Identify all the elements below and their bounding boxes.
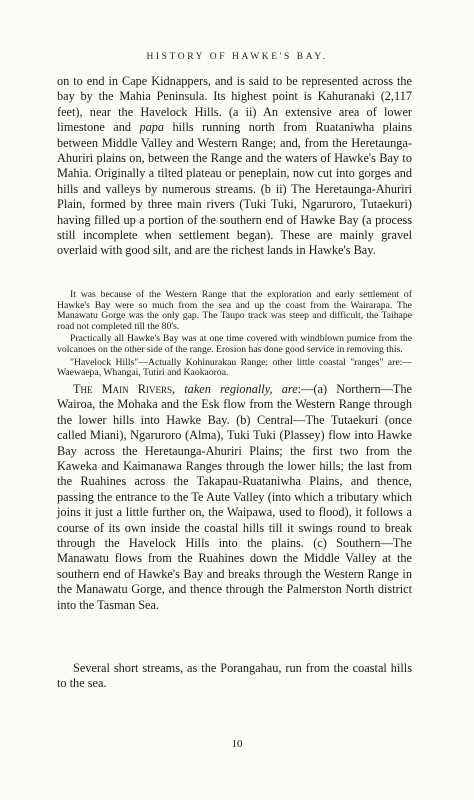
paragraph-text-part-2: hills running north from Ruataniwha plains between Middle Valley and Western Range; and, from the Heretaunga-Ahuriri plains on, between the Range and the waters of Hawke's Bay to Mahia. Originally a tilted plateau or peneplain, now cut into gorges and hills and valleys by numerous streams. (b ii) The Heretaunga-Ahuriri Plain, formed by three main rivers (Tuki Tuki, Ngaruroro, Tutaekuri) having filled up a portion of the southern end of Hawke Bay (a process still incomplete when settlement began). These are mainly gravel overlaid with good silt, and are the richest lands in Hawke's Bay. <box>57 120 413 258</box>
small-print-notes <box>57 290 412 381</box>
body-paragraph-streams <box>57 661 412 692</box>
rivers-text <box>57 382 412 613</box>
body-paragraph-rivers <box>57 382 412 613</box>
page-number: 10 <box>231 738 243 750</box>
paragraph-text <box>57 74 412 259</box>
body-paragraph-geology <box>57 74 412 259</box>
paragraph-text-part-1: on to end in Cape Kidnappers, and is said to be represented across the bay by the Mahia Peninsula. Its highest point is Kahuranaki (2,117 feet), near the Havelock Hills. (a ii) An extensive area of lower limestone and <box>57 74 412 135</box>
note-pumice: Practically all Hawke's Bay was at one time covered with windblown pumice from the volcanoes on the other side of the range. Erosion has done good service in removing this. <box>57 333 412 355</box>
rivers-heading: The Main Rivers, <box>73 382 176 396</box>
note-western-range: It was because of the Western Range that the exploration and early settlement of Hawke's Bay were so much from the sea and up the coast from the Wairarapa. The Manawatu Gorge was the only gap. The Taupo track was steep and difficult, the Taihape road not completed till the 80's. <box>57 289 412 332</box>
rivers-heading-italic: taken regionally, are <box>184 382 298 396</box>
streams-text: Several short streams, as the Porangahau, run from the coastal hills to the sea. <box>57 661 412 691</box>
rivers-body: :—(a) Northern—The Wairoa, the Mohaka and the Esk flow from the Western Range through the lower hills into Hawke Bay. (b) Central—The Tutaekuri (once called Miani), Ngaruroro (Alma), Tuki Tuki (Plassey) flow into Hawke Bay across the Heretaunga-Ahuriri Plains; the first two from the Kaweka and Kaimanawa Ranges through the lower hills; the last from the Ruahines across the Takapau-Ruataniwha Plains, and thence, passing the entrance to the Te Aute Valley (into which a tributary which joins it just a little further on, the Waipawa, used to flood), it follows a course of its own inside the coastal hills till it swings round to break through the Havelock Hills into the plains. (c) Southern—The Manawatu flows from the Ruahines down the Middle Valley at the southern end of Hawke's Bay and breaks through the Western Range in the Manawatu Gorge, and thence through the Palmerston North district into the Tasman Sea. <box>57 382 413 612</box>
italic-term-papa: papa <box>139 120 165 135</box>
note-havelock-hills: "Havelock Hills"—Actually Kohinurakau Range; other little coastal "ranges" are:—Waewaepa, Whangai, Tutiri and Kaokaoroa. <box>57 356 412 379</box>
running-head: HISTORY OF HAWKE'S BAY. <box>146 52 328 62</box>
